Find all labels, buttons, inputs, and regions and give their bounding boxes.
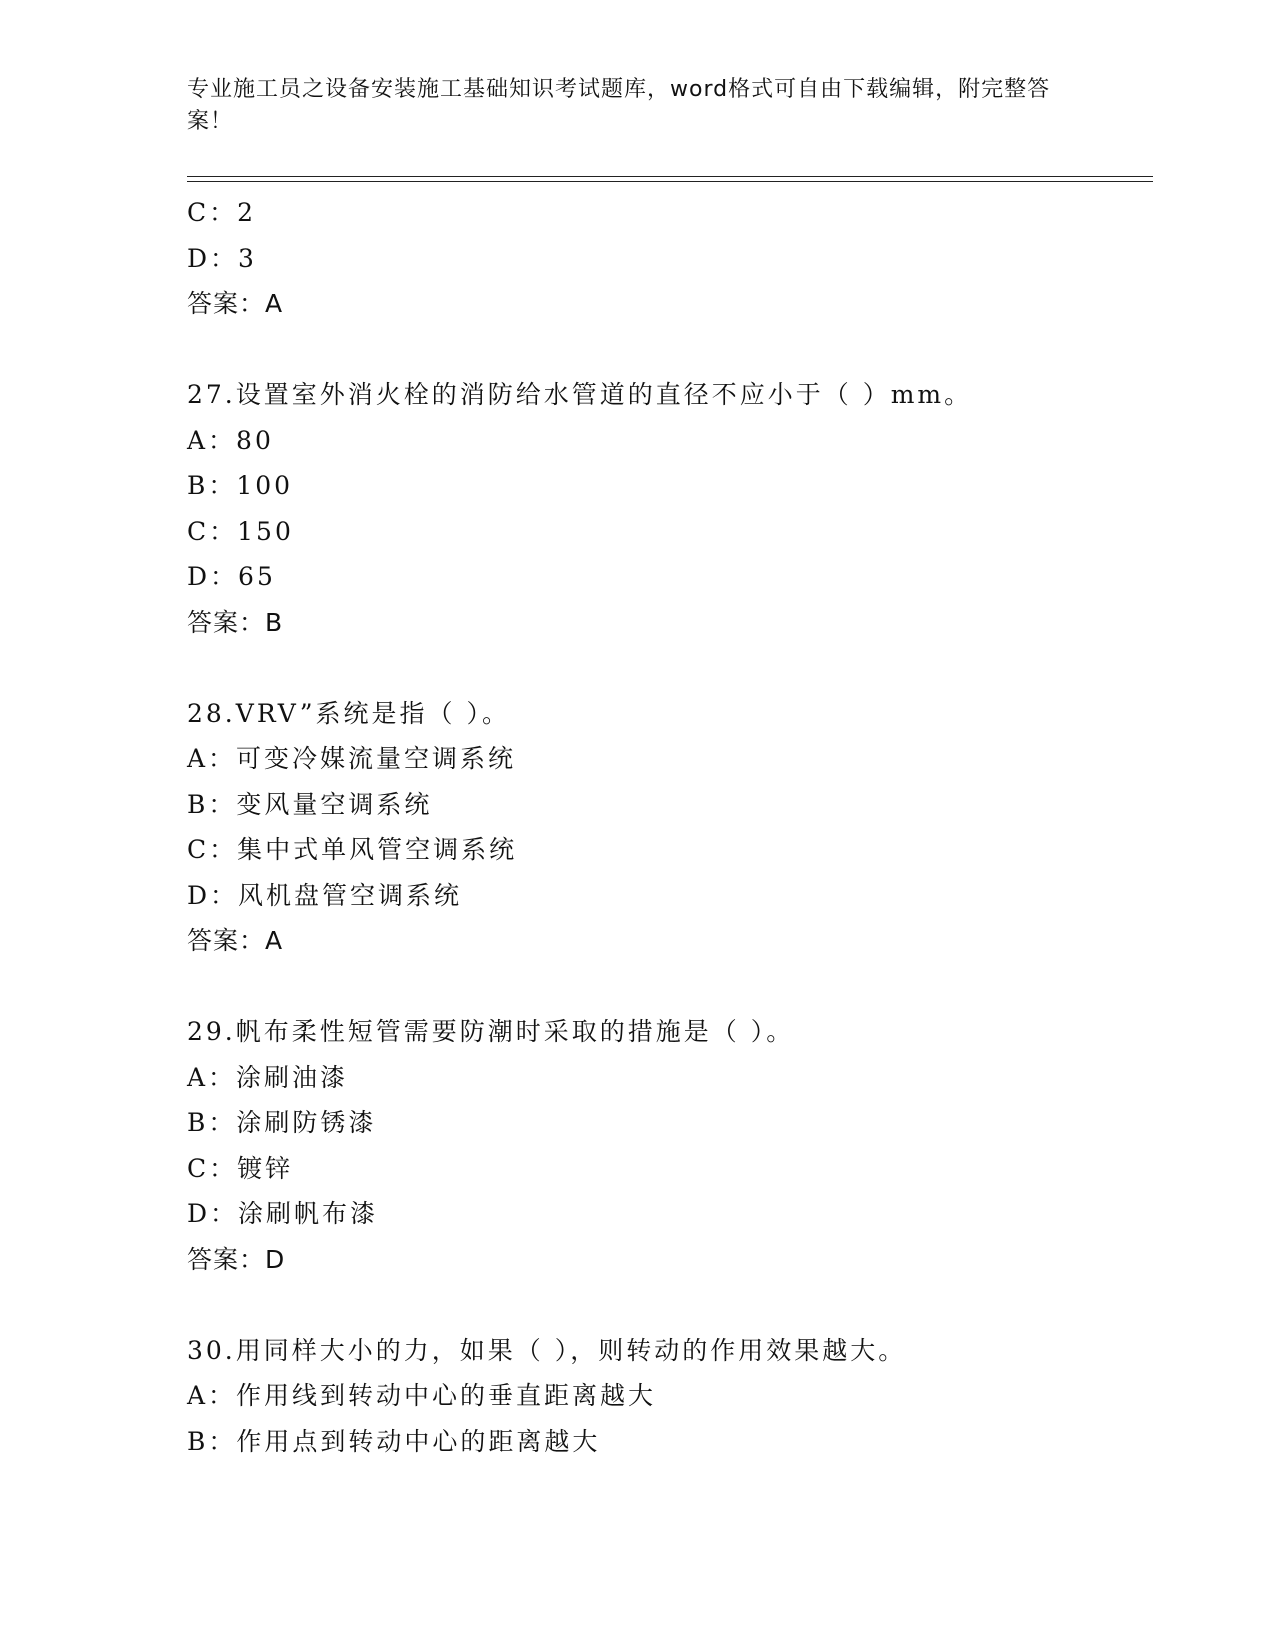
option-a: A：涂刷油漆	[187, 1062, 349, 1092]
question-block	[187, 1328, 1153, 1465]
option-c: C：150	[187, 516, 294, 546]
option-b: B：100	[187, 471, 294, 500]
option-d: D：3	[187, 243, 257, 273]
option-c: C：集中式单风管空调系统	[187, 835, 518, 864]
question-text: 27.设置室外消火栓的消防给水管道的直径不应小于（ ）mm。	[187, 380, 973, 409]
option-b: B：变风量空调系统	[187, 789, 433, 819]
spacer	[187, 645, 1153, 691]
question-block	[187, 1009, 1153, 1282]
question-block	[187, 372, 1153, 645]
option-d: D：65	[187, 562, 276, 591]
option-a: A：作用线到转动中心的垂直距离越大	[187, 1381, 657, 1410]
spacer	[187, 1282, 1153, 1328]
option-d: D：风机盘管空调系统	[187, 880, 463, 910]
header-divider-top	[187, 176, 1153, 177]
option-b: B：作用点到转动中心的距离越大	[187, 1426, 601, 1456]
answer-line: 答案：B	[187, 607, 284, 637]
option-d: D：涂刷帆布漆	[187, 1199, 379, 1228]
answer-line: 答案：A	[187, 926, 284, 955]
question-text: 30.用同样大小的力，如果（ ），则转动的作用效果越大。	[187, 1335, 907, 1365]
page-header: 专业施工员之设备安装施工基础知识考试题库，word格式可自由下载编辑，附完整答案！	[187, 77, 1051, 134]
question-block	[187, 691, 1153, 964]
option-c: C：2	[187, 198, 257, 227]
option-c: C：镀锌	[187, 1153, 294, 1183]
question-text: 28.VRV”系统是指（ ）。	[187, 698, 510, 728]
question-text: 29.帆布柔性短管需要防潮时采取的措施是（ ）。	[187, 1017, 795, 1046]
header-divider-bottom	[187, 181, 1153, 182]
answer-line: 答案：A	[187, 289, 284, 318]
option-a: A：可变冷媒流量空调系统	[187, 744, 517, 773]
question-block	[187, 190, 1153, 327]
option-b: B：涂刷防锈漆	[187, 1108, 377, 1137]
spacer	[187, 964, 1153, 1010]
option-a: A：80	[187, 425, 274, 455]
spacer	[187, 327, 1153, 373]
question-list	[187, 190, 1153, 1464]
answer-line: 答案：D	[187, 1244, 286, 1274]
